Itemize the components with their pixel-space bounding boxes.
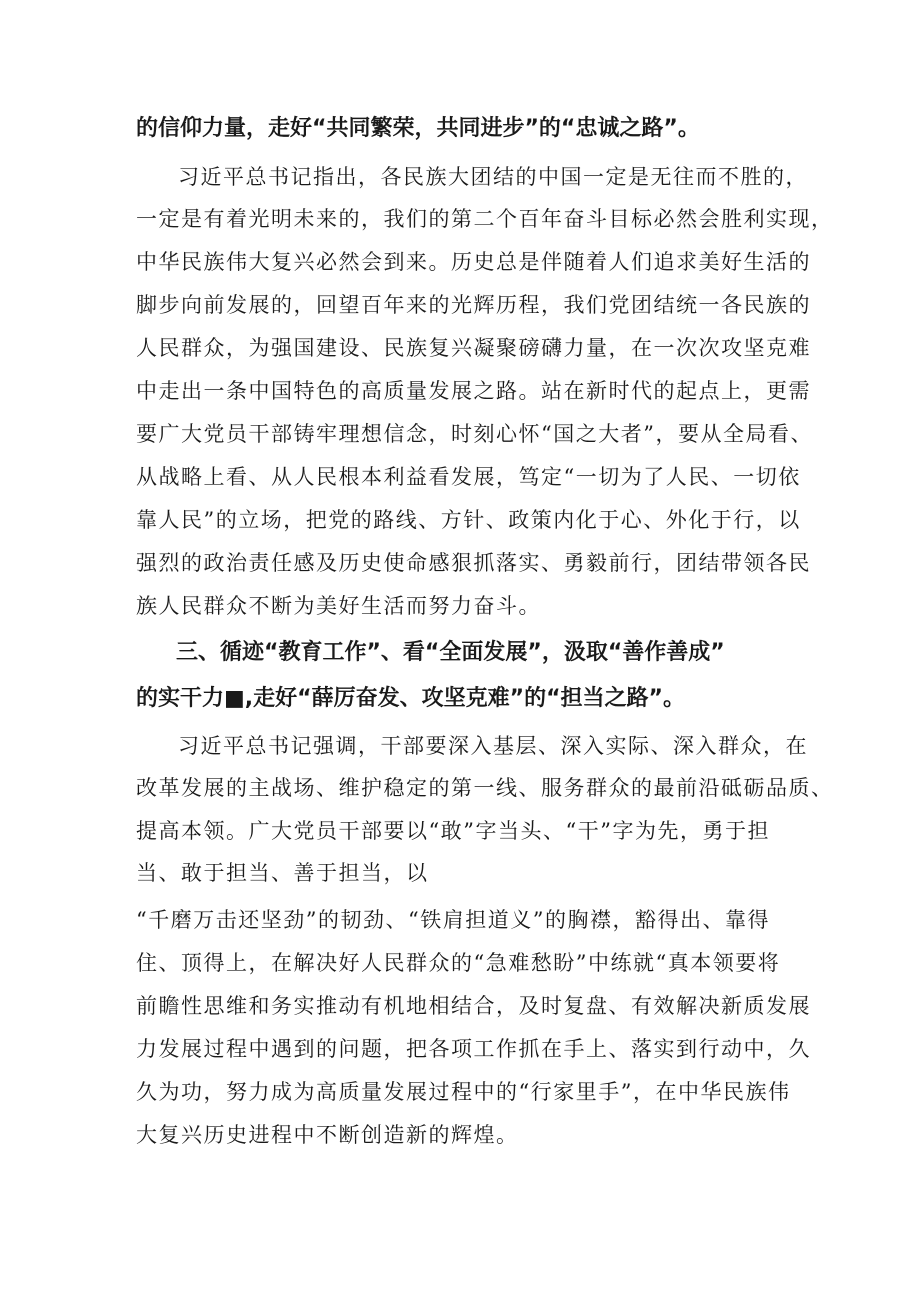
paragraph-line: 前瞻性思维和务实推动有机地相结合，及时复盘、有效解决新质发展 <box>136 994 811 1018</box>
paragraph-line: 大复兴历史进程中不断创造新的辉煌。 <box>136 1123 519 1147</box>
paragraph-line: 住、顶得上，在解决好人民群众的“急难愁盼”中练就“真本领要将 <box>136 951 781 975</box>
paragraph-line: 一定是有着光明未来的，我们的第二个百年奋斗目标必然会胜利实现， <box>136 207 834 231</box>
paragraph-line: 提高本领。广大党员干部要以“敢”字当头、“干”字为先，勇于担 <box>136 819 770 843</box>
paragraph-line: 人民群众，为强国建设、民族复兴凝聚磅礴力量，在一次次攻坚克难 <box>136 336 811 360</box>
paragraph-line: 从战略上看、从人民根本利益看发展，笃定“一切为了人民、一切依 <box>136 465 801 489</box>
section-three-heading: 三、循迹“教育工作”、看“全面发展”，汲取“善作善成” <box>176 640 725 665</box>
paragraph-line: 当、敢于担当、善于担当，以 <box>136 861 429 885</box>
paragraph-line: 族人民群众不断为美好生活而努力奋斗。 <box>136 594 541 618</box>
paragraph-line: 脚步向前发展的，回望百年来的光辉历程，我们党团结统一各民族的 <box>136 293 811 317</box>
paragraph-line: “千磨万击还坚劲”的韧劲、“铁肩担道义”的胸襟，豁得出、靠得 <box>136 908 770 932</box>
section-three-heading-cont: 的实干力■,走好“薛厉奋发、攻坚克难”的“担当之路”。 <box>136 686 685 711</box>
paragraph-line: 强烈的政治责任感及历史使命感狠抓落实、勇毅前行，团结带领各民 <box>136 551 811 575</box>
paragraph-line: 力发展过程中遇到的问题，把各项工作抓在手上、落实到行动中，久 <box>136 1037 811 1061</box>
paragraph-line: 中华民族伟大复兴必然会到来。历史总是伴随着人们追求美好生活的 <box>136 250 811 274</box>
paragraph-line: 中走出一条中国特色的高质量发展之路。站在新时代的起点上，更需 <box>136 379 811 403</box>
paragraph-line: 改革发展的主战场、维护稳定的第一线、服务群众的最前沿砥砺品质、 <box>136 776 834 800</box>
paragraph-line: 要广大党员干部铸牢理想信念，时刻心怀“国之大者”，要从全局看、 <box>136 422 813 446</box>
paragraph-line: 习近平总书记指出，各民族大团结的中国一定是无往而不胜的， <box>178 165 808 189</box>
section-two-heading-end: 的信仰力量，走好“共同繁荣，共同进步”的“忠诚之路”。 <box>136 116 700 141</box>
paragraph-line: 习近平总书记强调，干部要深入基层、深入实际、深入群众，在 <box>178 734 808 758</box>
paragraph-line: 久为功，努力成为高质量发展过程中的“行家里手”，在中华民族伟 <box>136 1080 791 1104</box>
paragraph-line: 靠人民”的立场，把党的路线、方针、政策内化于心、外化于行，以 <box>136 508 801 532</box>
